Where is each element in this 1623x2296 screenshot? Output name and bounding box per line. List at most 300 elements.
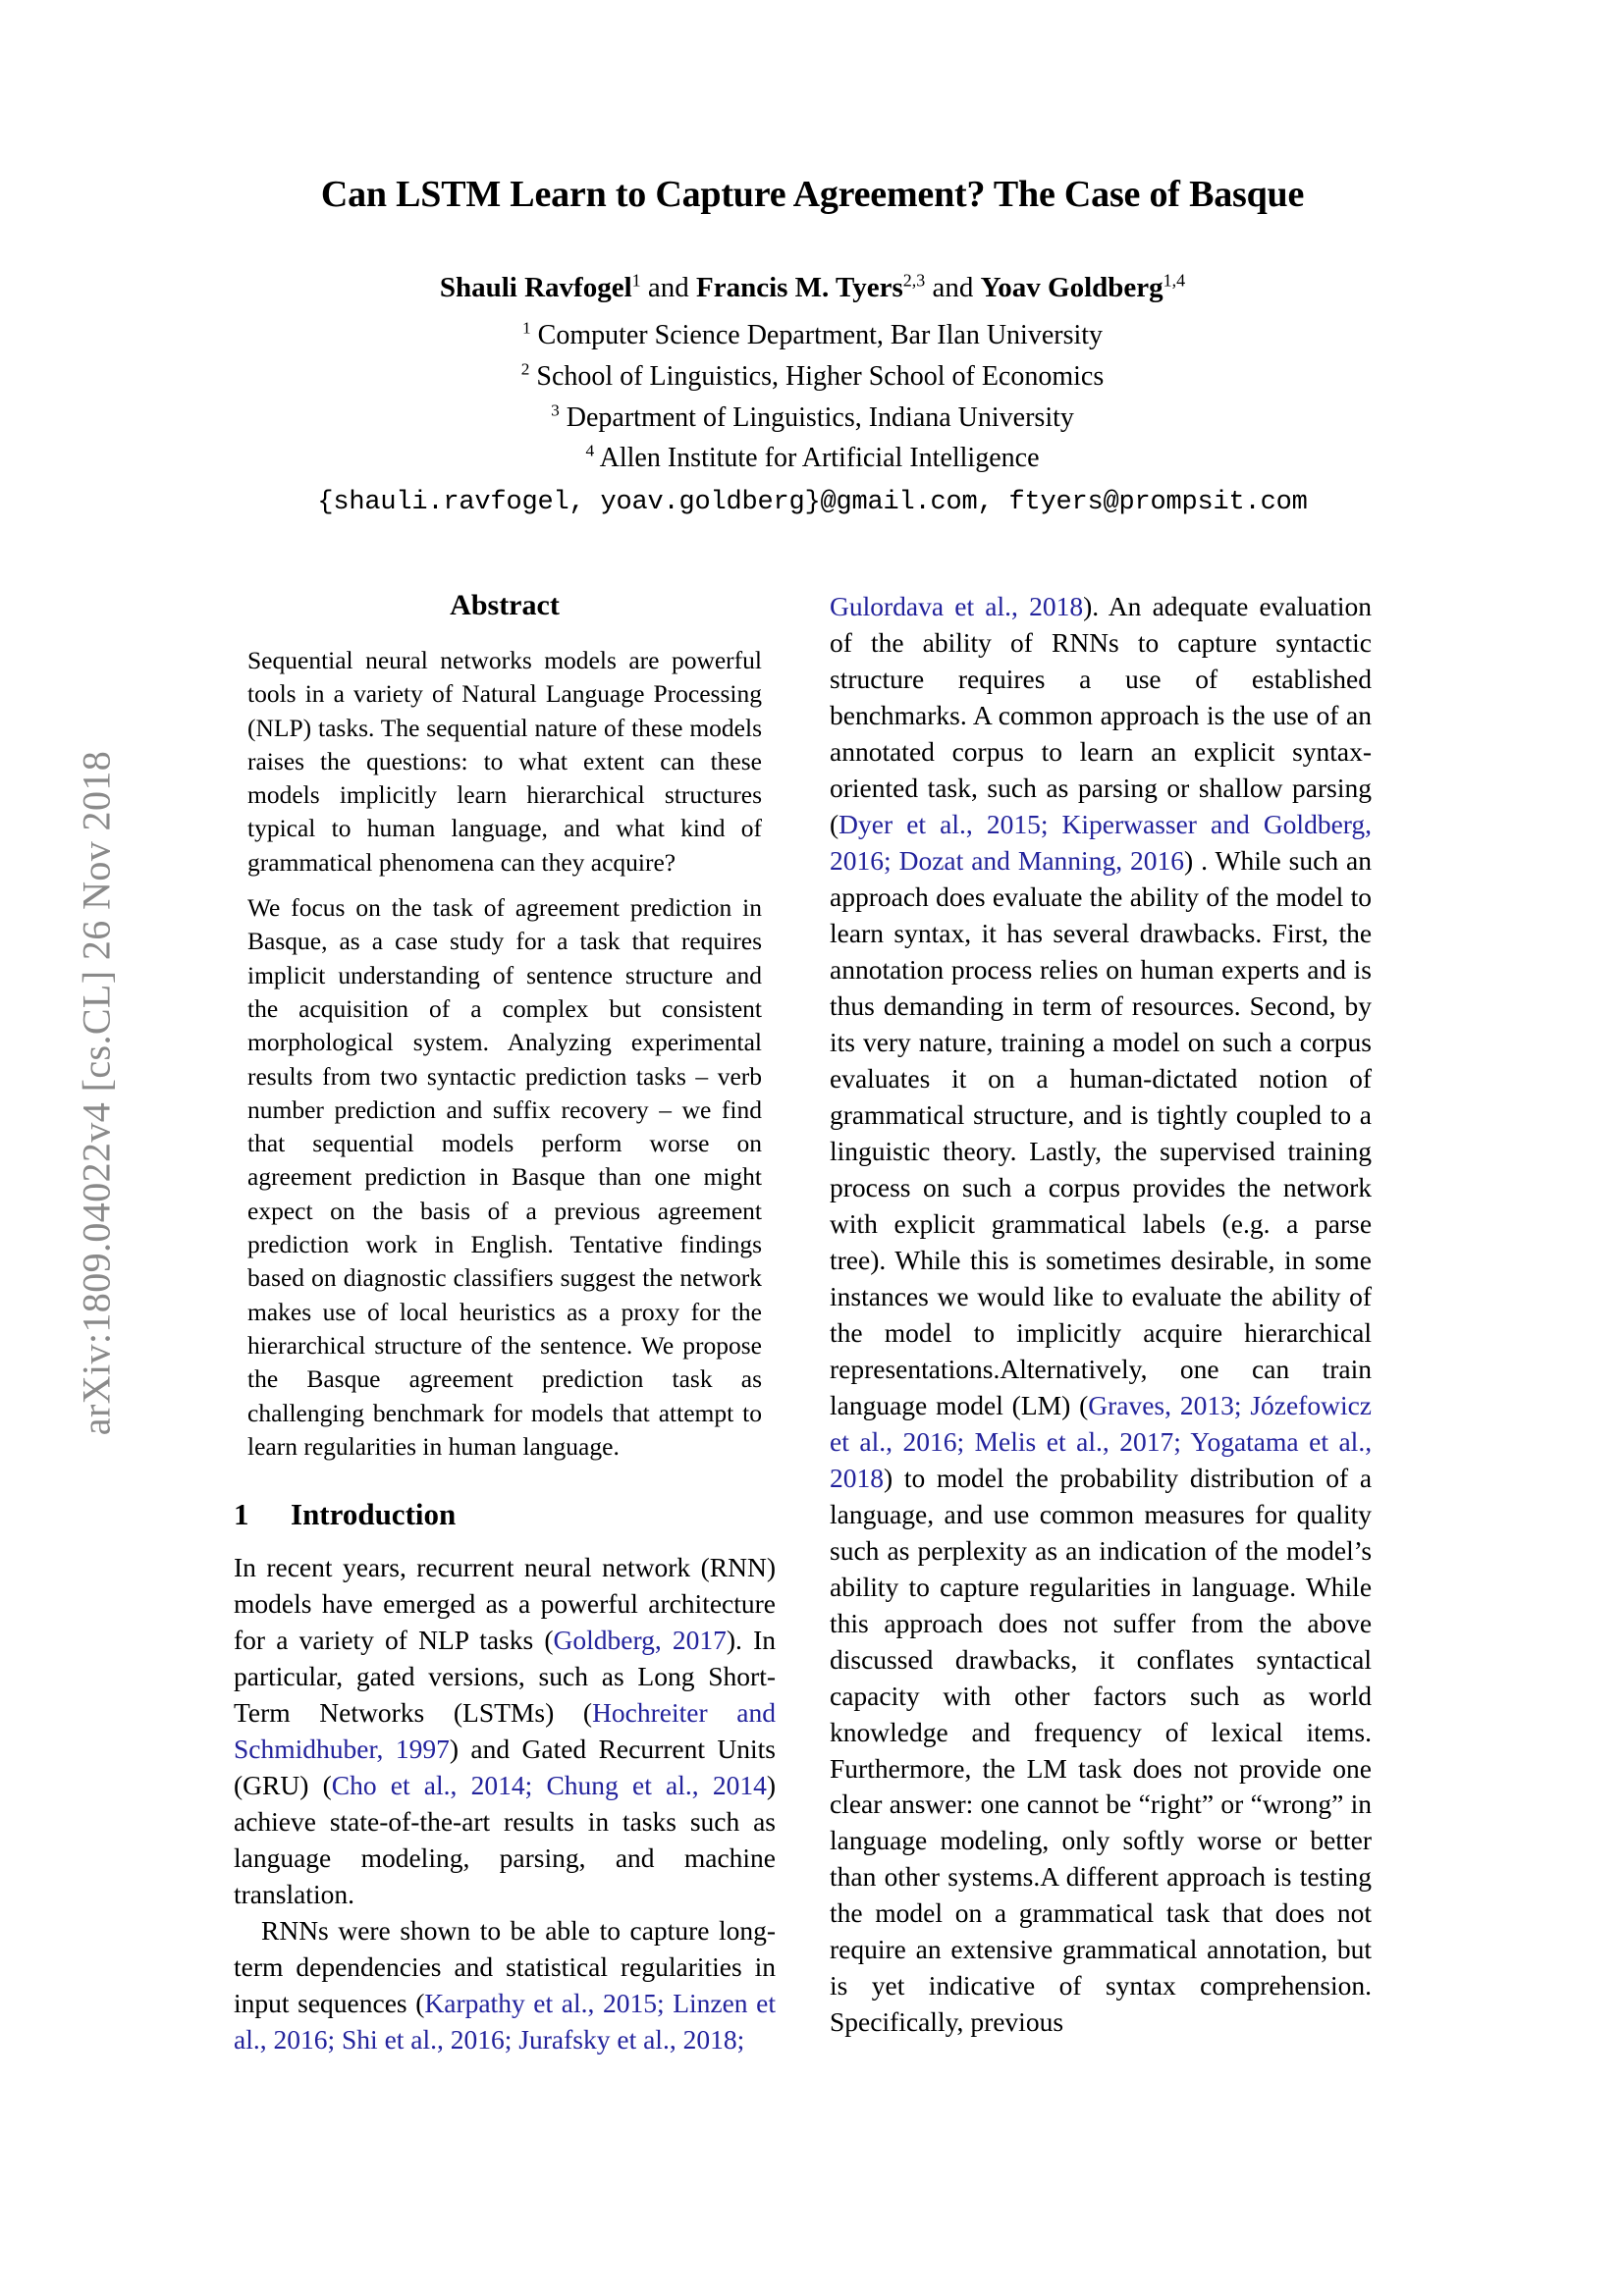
text-run <box>1206 1208 1222 1239</box>
citation-linzen-2016[interactable]: et <box>756 1987 776 2018</box>
citation-jurafsky-2018[interactable]: 2018 <box>682 2023 737 2055</box>
citation-linzen-2016[interactable]: al., <box>234 2023 267 2055</box>
text-run: hierarchical <box>1244 1316 1373 1348</box>
text-run: conflates <box>1136 1643 1234 1675</box>
text-run: parse <box>1315 1207 1373 1239</box>
citation-jozefowicz-2016[interactable]: Józefowicz <box>1250 1389 1372 1420</box>
text-run <box>1037 1245 1047 1275</box>
text-run <box>1282 773 1292 803</box>
text-run <box>1298 1208 1315 1239</box>
text-run: model <box>1275 881 1344 912</box>
text-run <box>995 1317 1016 1348</box>
citation-shi-2016[interactable] <box>444 2024 451 2055</box>
citation-dyer-2015[interactable]: 2015 <box>986 808 1041 839</box>
citation-jurafsky-2018[interactable]: et <box>617 2023 637 2055</box>
text-run: an <box>1346 844 1372 876</box>
arxiv-stamp: arXiv:1809.04022v4 [cs.CL] 26 Nov 2018 <box>74 750 119 1436</box>
citation-melis-2017[interactable] <box>1109 1426 1120 1457</box>
citation-jozefowicz-2016[interactable] <box>849 1426 860 1457</box>
text-run: the <box>1229 1280 1264 1311</box>
text-run: provide <box>1238 1752 1322 1784</box>
introduction-body-left <box>234 1550 776 2058</box>
text-run: does <box>936 881 986 912</box>
text-run: provides <box>1132 1171 1226 1202</box>
text-run: of <box>1349 1062 1373 1094</box>
text-run <box>1129 918 1139 948</box>
citation-jozefowicz-2016[interactable] <box>893 1426 903 1457</box>
text-run <box>1217 664 1252 694</box>
text-run: worse <box>1197 1825 1263 1856</box>
citation-linzen-2016[interactable]: 2016 <box>273 2023 328 2055</box>
text-run: of <box>1206 881 1229 912</box>
citation-gulordava-2018[interactable]: Gulordava <box>830 591 945 621</box>
citation-separator: ; <box>1233 1389 1242 1420</box>
text-run: with <box>830 1207 878 1239</box>
text-run: or <box>1220 1789 1244 1820</box>
text-run: an <box>1065 1534 1092 1566</box>
citation-yogatama-2018[interactable]: Yogatama <box>1190 1425 1299 1457</box>
text-run: established <box>1251 663 1373 694</box>
text-run: explicit <box>1193 735 1275 767</box>
text-run: in <box>754 1950 777 1982</box>
citation-karpathy-2015[interactable]: al., <box>561 1987 595 2018</box>
text-run <box>1269 881 1275 912</box>
text-run: a <box>1092 1026 1106 1057</box>
citation-separator: ; <box>524 1770 547 1801</box>
citation-gulordava-2018[interactable]: al., <box>985 591 1018 621</box>
text-run: process <box>830 1171 911 1202</box>
text-run: lexical <box>1211 1716 1283 1747</box>
text-run: A <box>972 699 992 730</box>
text-run <box>1114 1644 1137 1675</box>
text-run <box>1243 1789 1250 1819</box>
text-run <box>1219 1354 1252 1384</box>
citation-karpathy-2015[interactable] <box>525 1988 534 2018</box>
text-run: . <box>1201 844 1209 876</box>
text-run: the <box>870 626 904 658</box>
text-run: ) <box>1184 844 1194 876</box>
text-run <box>1315 1463 1326 1493</box>
text-run: cannot <box>1026 1789 1100 1820</box>
text-run <box>1027 1535 1035 1566</box>
text-run <box>1210 1897 1222 1928</box>
text-run <box>1182 1753 1193 1784</box>
citation-gulordava-2018[interactable] <box>1018 591 1029 621</box>
text-run <box>1049 1463 1060 1493</box>
text-run: that <box>1221 1897 1264 1929</box>
text-run <box>1035 1970 1058 2001</box>
citation-shi-2016[interactable]: al., <box>410 2023 444 2055</box>
citation-melis-2017[interactable] <box>1036 1426 1047 1457</box>
citation-dyer-2015[interactable] <box>893 809 906 839</box>
citation-dozat-manning-2016[interactable]: and <box>971 844 1010 876</box>
text-run: dependencies <box>296 1950 442 1982</box>
text-run: the <box>830 1897 863 1929</box>
text-run <box>1019 1789 1026 1819</box>
text-run <box>709 1915 719 1946</box>
text-run: annotation <box>830 953 945 985</box>
citation-dozat-manning-2016[interactable]: Dozat <box>898 844 964 876</box>
text-run: grammatical <box>830 1098 965 1130</box>
citation-gulordava-2018[interactable]: et <box>954 591 975 621</box>
text-run <box>1346 954 1354 985</box>
text-run: be <box>510 1914 536 1946</box>
text-run: RNNs <box>1051 626 1119 658</box>
text-run <box>1340 1281 1349 1311</box>
text-run <box>1228 1753 1239 1784</box>
text-run <box>944 954 951 985</box>
text-run <box>1091 664 1125 694</box>
text-run: as <box>887 1534 910 1566</box>
text-run <box>918 773 928 803</box>
text-run: language <box>830 1825 928 1856</box>
text-run: it <box>981 917 997 948</box>
citation-kiperwasser-goldberg-2016[interactable]: Kiperwasser <box>1061 808 1197 839</box>
text-run: approach <box>1100 699 1200 730</box>
citation-yogatama-2018[interactable]: 2018 <box>830 1462 884 1493</box>
text-run <box>1214 954 1221 985</box>
text-run: and <box>971 1716 1011 1747</box>
text-run: In recent years, recurrent neural network (RNN) models have emerged as a powerful architecture for a variety of NLP tasks ( <box>234 1552 776 1656</box>
citation-shi-2016[interactable]: et <box>384 2023 405 2055</box>
text-run: to <box>1137 626 1160 658</box>
text-run <box>290 1988 298 2018</box>
text-run: only <box>1061 1825 1110 1856</box>
text-run: Alternatively, <box>1000 1353 1148 1384</box>
text-run <box>904 627 923 658</box>
text-run: softly <box>1122 1825 1185 1856</box>
affiliation-3 <box>216 399 1409 438</box>
citation-yogatama-2018[interactable]: et <box>1309 1425 1328 1457</box>
text-run: such <box>1288 844 1339 876</box>
text-run <box>966 1063 988 1094</box>
text-run <box>1105 1027 1112 1057</box>
text-run <box>884 918 893 948</box>
section-number: 1 <box>234 1497 249 1532</box>
affiliation-2 <box>216 357 1409 397</box>
text-run <box>904 1970 928 2001</box>
text-run: approach <box>884 1607 984 1638</box>
text-run: common <box>998 699 1094 730</box>
text-run <box>1082 1970 1106 2001</box>
text-run: the <box>1113 1135 1148 1166</box>
text-run <box>1343 881 1350 912</box>
text-run <box>1327 1934 1337 1964</box>
citation-shi-2016[interactable]: 2016 <box>450 2023 505 2055</box>
citation-graves-2013[interactable]: Graves, <box>1088 1389 1172 1420</box>
text-run <box>1045 1281 1054 1311</box>
text-run: does <box>1132 1752 1183 1784</box>
text-run: grammatical <box>1018 1897 1155 1929</box>
text-run: syntactic <box>1275 626 1372 658</box>
text-run <box>391 1915 401 1946</box>
text-run <box>992 627 1010 658</box>
affiliation-3-text: Department of Linguistics, Indiana University <box>566 401 1074 433</box>
text-run: ability <box>830 1571 899 1602</box>
text-run: grammatical <box>1061 1934 1198 1965</box>
text-run: be <box>1106 1789 1132 1820</box>
text-run: factors <box>1093 1680 1167 1711</box>
text-run: with <box>943 1680 992 1711</box>
citation-separator: ; <box>956 1425 965 1457</box>
text-run: a <box>1286 1207 1299 1239</box>
citation-melis-2017[interactable]: Melis <box>974 1425 1037 1457</box>
citation-melis-2017[interactable]: al., <box>1076 1425 1109 1457</box>
citation-kiperwasser-goldberg-2016[interactable]: and <box>1211 808 1250 839</box>
text-run: an <box>1151 735 1177 767</box>
text-run: is <box>1353 953 1373 985</box>
text-run: model’s <box>1286 1534 1373 1566</box>
author-3-affil-marker: 1,4 <box>1163 269 1186 290</box>
text-run <box>590 1915 600 1946</box>
text-run <box>930 1136 943 1166</box>
text-run <box>1162 1245 1171 1275</box>
text-run: ( <box>830 808 839 839</box>
citation-karpathy-2015[interactable]: et <box>533 1987 554 2018</box>
text-run: structure <box>830 663 925 694</box>
intro-paragraph-1 <box>234 1550 776 1913</box>
citation-dyer-2015[interactable]: al., <box>940 808 973 839</box>
citation-jozefowicz-2016[interactable]: et <box>830 1425 849 1457</box>
citation-dozat-manning-2016[interactable] <box>1010 845 1018 876</box>
text-run: ). In particular, gated versions, such as Long Short-Term Networks (LSTMs) ( <box>234 1625 776 1729</box>
text-run: term <box>1042 989 1092 1021</box>
text-run: several <box>1053 917 1130 948</box>
text-run: on <box>988 1062 1015 1094</box>
affiliation-4-marker: 4 <box>585 442 595 461</box>
text-run: some <box>1314 1244 1372 1275</box>
citation-kiperwasser-goldberg-2016[interactable] <box>1197 809 1211 839</box>
text-run: and <box>1082 1098 1122 1130</box>
text-run <box>961 1245 971 1275</box>
citation-melis-2017[interactable]: et <box>1046 1425 1066 1457</box>
text-run <box>1133 954 1141 985</box>
citation-dyer-2015[interactable]: et <box>906 808 927 839</box>
citation-gulordava-2018[interactable] <box>974 591 985 621</box>
citation-kiperwasser-goldberg-2016[interactable]: 2016 <box>830 844 884 876</box>
text-run: able <box>545 1914 590 1946</box>
text-run <box>971 918 981 948</box>
text-run: task <box>1165 1897 1211 1929</box>
citation-jozefowicz-2016[interactable]: al., <box>859 1425 893 1457</box>
affiliation-1-text: Computer Science Department, Bar Ilan University <box>537 320 1104 351</box>
text-run <box>1141 591 1152 621</box>
text-run: quality <box>1296 1498 1373 1529</box>
citation-goldberg-2017[interactable]: Goldberg, 2017 <box>553 1625 727 1656</box>
text-run: it <box>1099 1643 1115 1675</box>
citation-yogatama-2018[interactable]: al., <box>1338 1425 1373 1457</box>
text-run <box>1015 1753 1026 1784</box>
citation-dozat-manning-2016[interactable]: Manning, <box>1017 844 1123 876</box>
citation-dozat-manning-2016[interactable] <box>1122 845 1130 876</box>
text-run: not <box>1336 1897 1373 1929</box>
text-run: has <box>1006 917 1043 948</box>
text-run <box>1309 700 1317 730</box>
text-run: use <box>993 1498 1030 1529</box>
text-run: capture <box>1177 626 1258 658</box>
text-run: task, <box>927 772 978 803</box>
text-run: drawbacks, <box>954 1643 1078 1675</box>
text-run: on <box>923 1171 950 1202</box>
text-run: in <box>1161 1571 1182 1602</box>
text-run: regularities <box>1029 1571 1152 1602</box>
text-run <box>1234 1644 1257 1675</box>
text-run <box>1338 845 1346 876</box>
text-run <box>1045 664 1079 694</box>
citation-dozat-manning-2016[interactable]: 2016 <box>1130 844 1185 876</box>
text-run: Specifically, <box>830 2006 964 2038</box>
text-run: extensive <box>950 1934 1054 1965</box>
citation-separator: ; <box>1040 808 1049 839</box>
text-run: can <box>1252 1353 1290 1384</box>
text-run: language <box>830 1389 928 1420</box>
text-run: or <box>1166 772 1190 803</box>
affiliation-1 <box>216 316 1409 355</box>
text-run <box>1343 1789 1350 1819</box>
author-2-affil-marker: 2,3 <box>902 269 926 290</box>
citation-cho-2014[interactable]: Cho et al., 2014 <box>331 1770 525 1801</box>
text-run <box>1270 1208 1286 1239</box>
text-run <box>1292 1608 1308 1638</box>
citation-separator <box>892 845 899 876</box>
text-run <box>1158 773 1167 803</box>
text-run <box>1182 1572 1192 1602</box>
citation-jurafsky-2018[interactable]: al., <box>643 2023 676 2055</box>
text-run: would <box>977 1280 1045 1311</box>
citation-linzen-2016[interactable] <box>748 1988 757 2018</box>
text-run: of <box>1058 1970 1082 2002</box>
text-run <box>991 1681 1014 1711</box>
citation-gulordava-2018[interactable] <box>944 591 954 621</box>
text-run: to <box>1041 735 1062 767</box>
text-run: syntax-oriented <box>830 735 1373 803</box>
text-run <box>1266 1861 1273 1892</box>
text-run <box>925 1463 937 1493</box>
citation-melis-2017[interactable] <box>1066 1426 1077 1457</box>
text-run <box>1178 1463 1190 1493</box>
text-run <box>847 1970 871 2001</box>
citation-yogatama-2018[interactable] <box>1328 1426 1339 1457</box>
text-run <box>1248 591 1259 621</box>
text-run <box>1123 1281 1132 1311</box>
text-run <box>1245 1499 1255 1529</box>
text-run <box>536 1915 546 1946</box>
citation-karpathy-2015[interactable] <box>594 1988 603 2018</box>
text-run <box>1222 1317 1244 1348</box>
citation-melis-2017[interactable]: 2017 <box>1119 1425 1174 1457</box>
text-run: or <box>1274 1825 1298 1856</box>
text-run <box>924 664 958 694</box>
text-run: evaluation <box>1259 591 1372 621</box>
text-run <box>1024 736 1042 767</box>
text-run: parsing <box>1292 772 1372 803</box>
text-run <box>893 1463 904 1493</box>
text-run <box>1004 1463 1016 1493</box>
section-heading-introduction <box>234 1497 776 1532</box>
citation-dyer-2015[interactable]: Dyer <box>839 808 893 839</box>
text-run: acquire <box>1143 1316 1223 1348</box>
text-run <box>1057 1535 1065 1566</box>
citation-yogatama-2018[interactable] <box>1299 1426 1310 1457</box>
text-run <box>878 1208 894 1239</box>
text-run: model <box>1111 1026 1180 1057</box>
author-conjunction-2: and <box>932 271 974 303</box>
citation-gulordava-2018[interactable]: 2018 <box>1029 591 1084 621</box>
text-run: labels <box>1142 1207 1206 1239</box>
citation-shi-2016[interactable]: Shi <box>342 2023 378 2055</box>
text-run: learn <box>830 917 884 948</box>
text-run: by <box>1344 989 1373 1021</box>
citation-graves-2013[interactable]: 2013 <box>1179 1389 1234 1420</box>
citation-separator: ; <box>504 2023 513 2055</box>
text-run <box>943 1897 955 1928</box>
text-run: of <box>1316 699 1339 730</box>
text-run <box>1228 881 1235 912</box>
text-run: ( <box>1079 1389 1089 1420</box>
text-run: systems. <box>947 1861 1041 1893</box>
text-run <box>1188 1717 1212 1747</box>
citation-jurafsky-2018[interactable] <box>676 2024 683 2055</box>
text-run: a <box>994 1897 1007 1929</box>
text-run: is <box>1207 699 1225 730</box>
text-run: task <box>1078 1752 1122 1784</box>
citation-shi-2016[interactable] <box>378 2024 385 2055</box>
text-run <box>906 1934 916 1964</box>
citation-kiperwasser-goldberg-2016[interactable] <box>1250 809 1264 839</box>
text-run: other <box>1014 1680 1070 1711</box>
citation-graves-2013[interactable] <box>1171 1390 1180 1420</box>
text-run: approach <box>1166 1861 1266 1893</box>
text-run: an <box>1346 699 1372 730</box>
citation-chung-2014[interactable]: Chung et al., 2014 <box>546 1770 767 1801</box>
citation-linzen-2016[interactable]: Linzen <box>673 1987 748 2018</box>
citation-kiperwasser-goldberg-2016[interactable]: Goldberg, <box>1263 808 1373 839</box>
text-run: modeling, <box>940 1825 1050 1856</box>
text-run <box>886 1245 894 1275</box>
citation-dyer-2015[interactable] <box>926 809 940 839</box>
text-run: such <box>1189 1680 1240 1711</box>
text-run: language, <box>830 1498 935 1529</box>
text-run: its <box>830 1026 855 1057</box>
citation-jozefowicz-2016[interactable]: 2016 <box>902 1425 957 1457</box>
text-run <box>1092 990 1101 1021</box>
text-run: measures <box>1144 1498 1245 1529</box>
citation-jurafsky-2018[interactable]: Jurafsky <box>518 2023 611 2055</box>
citation-karpathy-2015[interactable]: Karpathy <box>424 1987 525 2018</box>
text-run <box>929 881 936 912</box>
text-run <box>1082 881 1089 912</box>
text-run <box>935 736 952 767</box>
text-run <box>1070 1681 1094 1711</box>
text-run: relies <box>1040 953 1099 985</box>
text-run: is <box>1130 1098 1149 1130</box>
text-run: a <box>1279 1026 1292 1057</box>
citation-dyer-2015[interactable] <box>973 809 987 839</box>
text-run <box>1264 1281 1272 1311</box>
citation-hochreiter-schmidhuber-1997[interactable]: Hochreiter and Schmidhuber, 1997 <box>234 1697 777 1765</box>
abstract-heading: Abstract <box>450 589 560 621</box>
text-run <box>1121 1753 1132 1784</box>
text-run <box>942 1934 951 1964</box>
text-run: of <box>1164 1716 1188 1747</box>
author-1-name: Shauli Ravfogel <box>439 271 632 303</box>
citation-karpathy-2015[interactable] <box>553 1988 562 2018</box>
citation-karpathy-2015[interactable]: 2015 <box>602 1987 657 2018</box>
text-run: sometimes <box>1046 1244 1162 1275</box>
text-run <box>1227 1099 1236 1130</box>
text-run <box>920 1681 944 1711</box>
text-run: ability <box>1129 881 1200 912</box>
